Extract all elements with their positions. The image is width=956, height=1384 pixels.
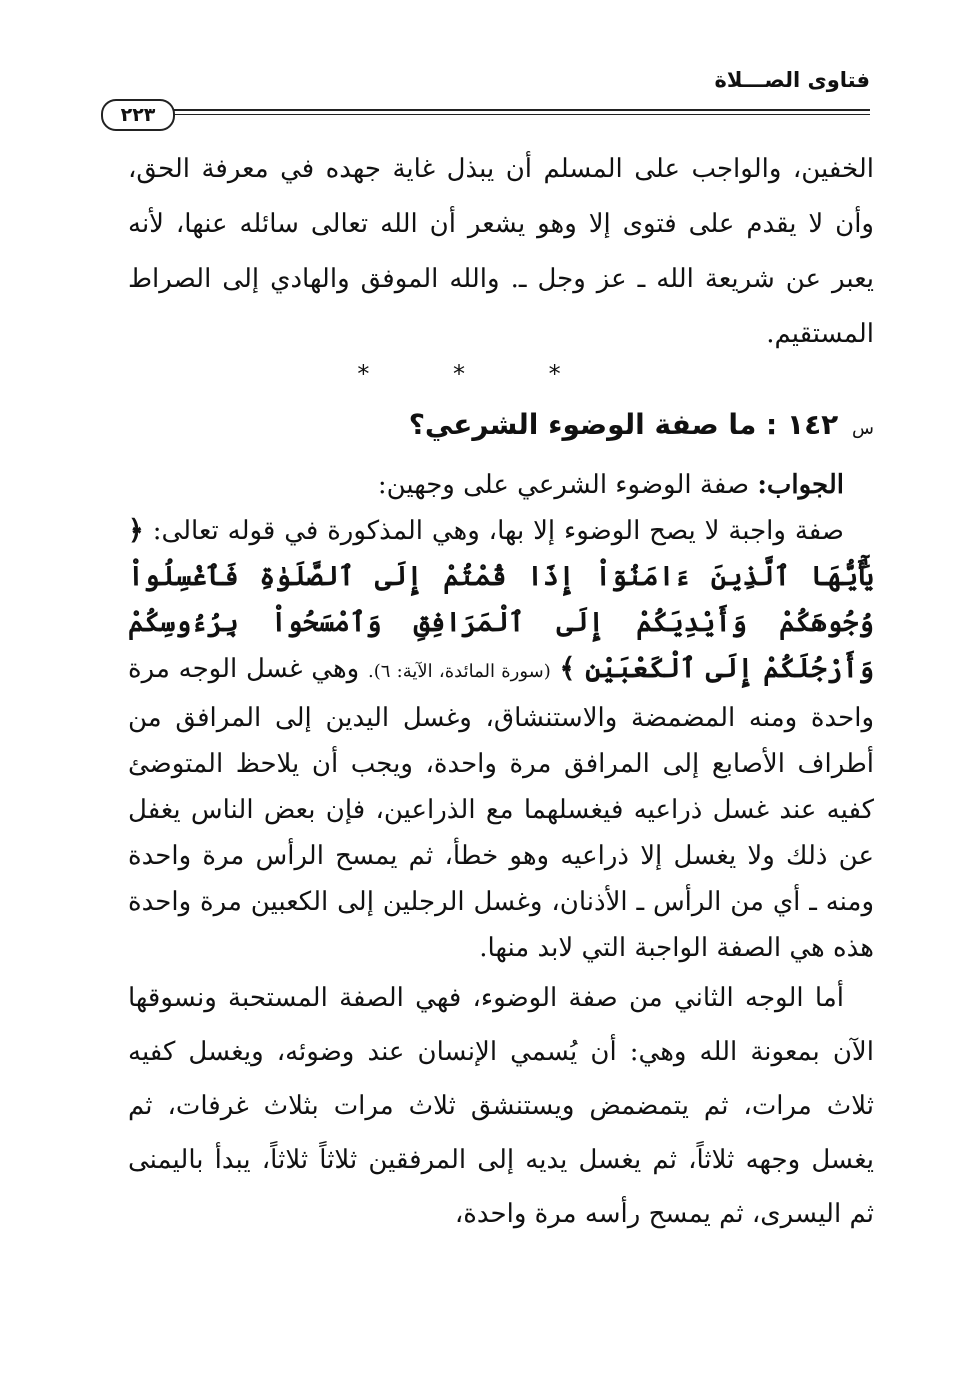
- header-rule-thin: [170, 114, 870, 115]
- paragraph-1-lead: صفة واجبة لا يصح الوضوء إلا بها، وهي المذكورة في قوله تعالى:: [152, 516, 844, 546]
- intro-paragraph-block: [128, 142, 874, 362]
- paragraph-1-rest: وهي غسل الوجه مرة واحدة ومنه المضمضة والاستنشاق، وغسل اليدين إلى المرافق من أطراف الأصابع إلى المرافق مرة واحدة، ويجب أن يلاحظ المتوضئ كفيه عند غسل ذراعيه فيغسلهما مع الذراعين، فإن بعض الناس يغفل عن ذلك ولا يغسل إلا ذراعيه وهو خطأ، ثم يمسح الرأس مرة واحدة ومنه ـ أي من الرأس ـ الأذنان، وغسل الرجلين إلى الكعبين مرة واحدة هذه هي الصفة الواجبة التي لابد منها.: [128, 654, 874, 963]
- header-rule: [170, 109, 870, 111]
- answer-label: الجواب:: [757, 470, 844, 500]
- answer-intro: صفة الوضوء الشرعي على وجهين:: [377, 470, 750, 500]
- question-text: ١٤٢ : ما صفة الوضوء الشرعي؟: [408, 408, 839, 441]
- running-header-title: فتاوى الصـــلاة: [714, 68, 870, 92]
- answer-intro-line: [128, 462, 874, 508]
- answer-paragraph-2: أما الوجه الثاني من صفة الوضوء، فهي الصفة المستحبة ونسوقها الآن بمعونة الله وهي: أن يُسمي الإنسان عند وضوئه، ويغسل كفيه ثلاث مرات، ثم يتمضمض ويستنشق ثلاث مرات بثلاث غرفات، ثم يغسل وجهه ثلاثاً، ثم يغسل يديه إلى المرفقين ثلاثاً ثلاثاً، يبدأ باليمنى ثم اليسرى، ثم يمسح رأسه مرة واحدة،: [128, 983, 874, 1229]
- answer-block: [128, 462, 874, 1241]
- question-marker: س: [852, 418, 874, 439]
- quran-verse: ﴿ يَٰٓأَيُّهَا ٱلَّذِينَ ءَامَنُوٓاْ إِذَا قُمْتُمْ إِلَى ٱلصَّلَوٰةِ فَٱغْسِلُواْ وُجُوهَكُمْ وَأَيْدِيَكُمْ إِلَى ٱلْمَرَافِقِ وَٱمْسَحُواْ بِرُءُوسِكُمْ وَأَرْجُلَكُمْ إِلَى ٱلْكَعْبَيْنِ ﴾: [128, 515, 875, 684]
- verse-reference: (سورة المائدة، الآية: ٦).: [368, 661, 551, 682]
- answer-paragraph-1: [128, 508, 874, 971]
- page-number: ٢٢٣: [101, 99, 175, 131]
- section-separator: * * *: [357, 360, 599, 388]
- question-heading: [409, 408, 874, 441]
- intro-paragraph: الخفين، والواجب على المسلم أن يبذل غاية جهده في معرفة الحق، وأن لا يقدم على فتوى إلا وهو يشعر أن الله تعالى سائله عنها، لأنه يعبر عن شريعة الله ـ عز وجل ـ. والله الموفق والهادي إلى الصراط المستقيم.: [128, 154, 874, 349]
